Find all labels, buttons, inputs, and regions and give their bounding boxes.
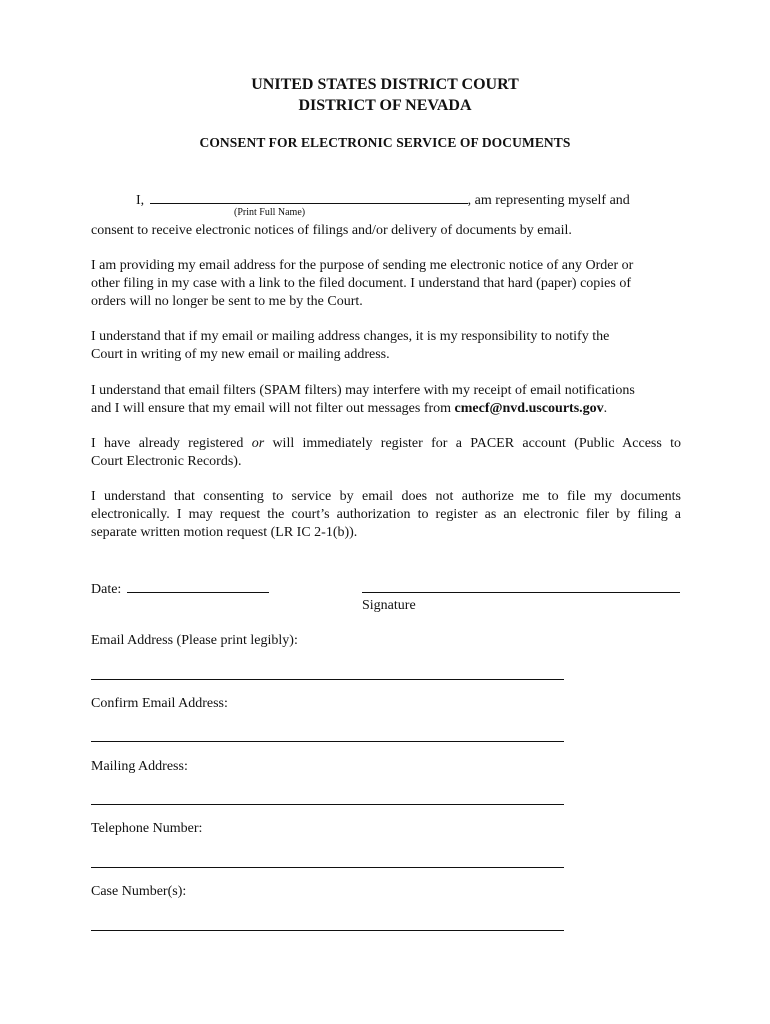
mailing-address-input-line[interactable] [91,804,564,805]
telephone-label: Telephone Number: [91,821,203,836]
signature-label: Signature [362,598,416,613]
paragraph-spam-filters [91,382,681,418]
court-email-address: cmecf@nvd.uscourts.gov [454,401,604,416]
court-name: UNITED STATES DISTRICT COURT [251,76,519,93]
emphasis-or: or [251,436,265,451]
date-field[interactable] [127,578,269,593]
form-title: CONSENT FOR ELECTRONIC SERVICE OF DOCUMENTS [199,135,571,150]
paragraph-pacer [91,435,681,471]
full-name-caption: (Print Full Name) [234,207,306,218]
consent-statement: consent to receive electronic notices of filings and/or delivery of documents by email. [91,223,572,238]
paragraph-line: other filing in my case with a link to the filed document. I understand that hard (paper) copies of [91,276,632,291]
confirm-email-input-line[interactable] [91,741,564,742]
name-prefix: I, [136,193,145,208]
paragraph-line [91,435,681,453]
case-number-input-line[interactable] [91,930,564,931]
paragraph-line: I understand that if my email or mailing address changes, it is my responsibility to notify the [91,329,610,344]
paragraph-line: I am providing my email address for the purpose of sending me electronic notice of any Order or [91,258,634,273]
paragraph-line: Court in writing of my new email or mailing address. [91,347,390,362]
date-block [91,578,269,599]
paragraph-line: I understand that email filters (SPAM filters) may interfere with my receipt of email notifications [91,383,635,398]
paragraph-line: electronically. I may request the court’s authorization to register as an electronic filer by filing a [91,507,681,522]
full-name-field[interactable] [150,189,468,204]
paragraph-line: orders will no longer be sent to me by the Court. [91,294,363,309]
name-suffix: , am representing myself and [467,193,630,208]
paragraph-line: I understand that consenting to service by email does not authorize me to file my documents [91,489,681,504]
paragraph-email-purpose [91,257,681,311]
paragraph-e-filing [91,488,681,542]
confirm-email-label: Confirm Email Address: [91,696,228,711]
mailing-address-label: Mailing Address: [91,759,188,774]
paragraph-address-change [91,328,681,364]
case-number-label: Case Number(s): [91,884,187,899]
email-label: Email Address (Please print legibly): [91,633,298,648]
paragraph-line: separate written motion request (LR IC 2-1(b)). [91,525,358,540]
paragraph-text: I have already registered [91,436,252,451]
date-label: Date: [91,582,122,597]
email-input-line[interactable] [91,679,564,680]
paragraph-line: Court Electronic Records). [91,454,242,469]
paragraph-text: and I will ensure that my email will not filter out messages from [91,401,455,416]
telephone-input-line[interactable] [91,867,564,868]
court-district: DISTRICT OF NEVADA [298,97,472,114]
name-statement [136,189,630,210]
paragraph-line [91,400,681,418]
paragraph-text: will immediately register for a PACER account (Public Access to [264,436,681,451]
court-heading [0,74,770,116]
paragraph-text: . [603,401,608,416]
signature-field[interactable] [362,592,680,593]
